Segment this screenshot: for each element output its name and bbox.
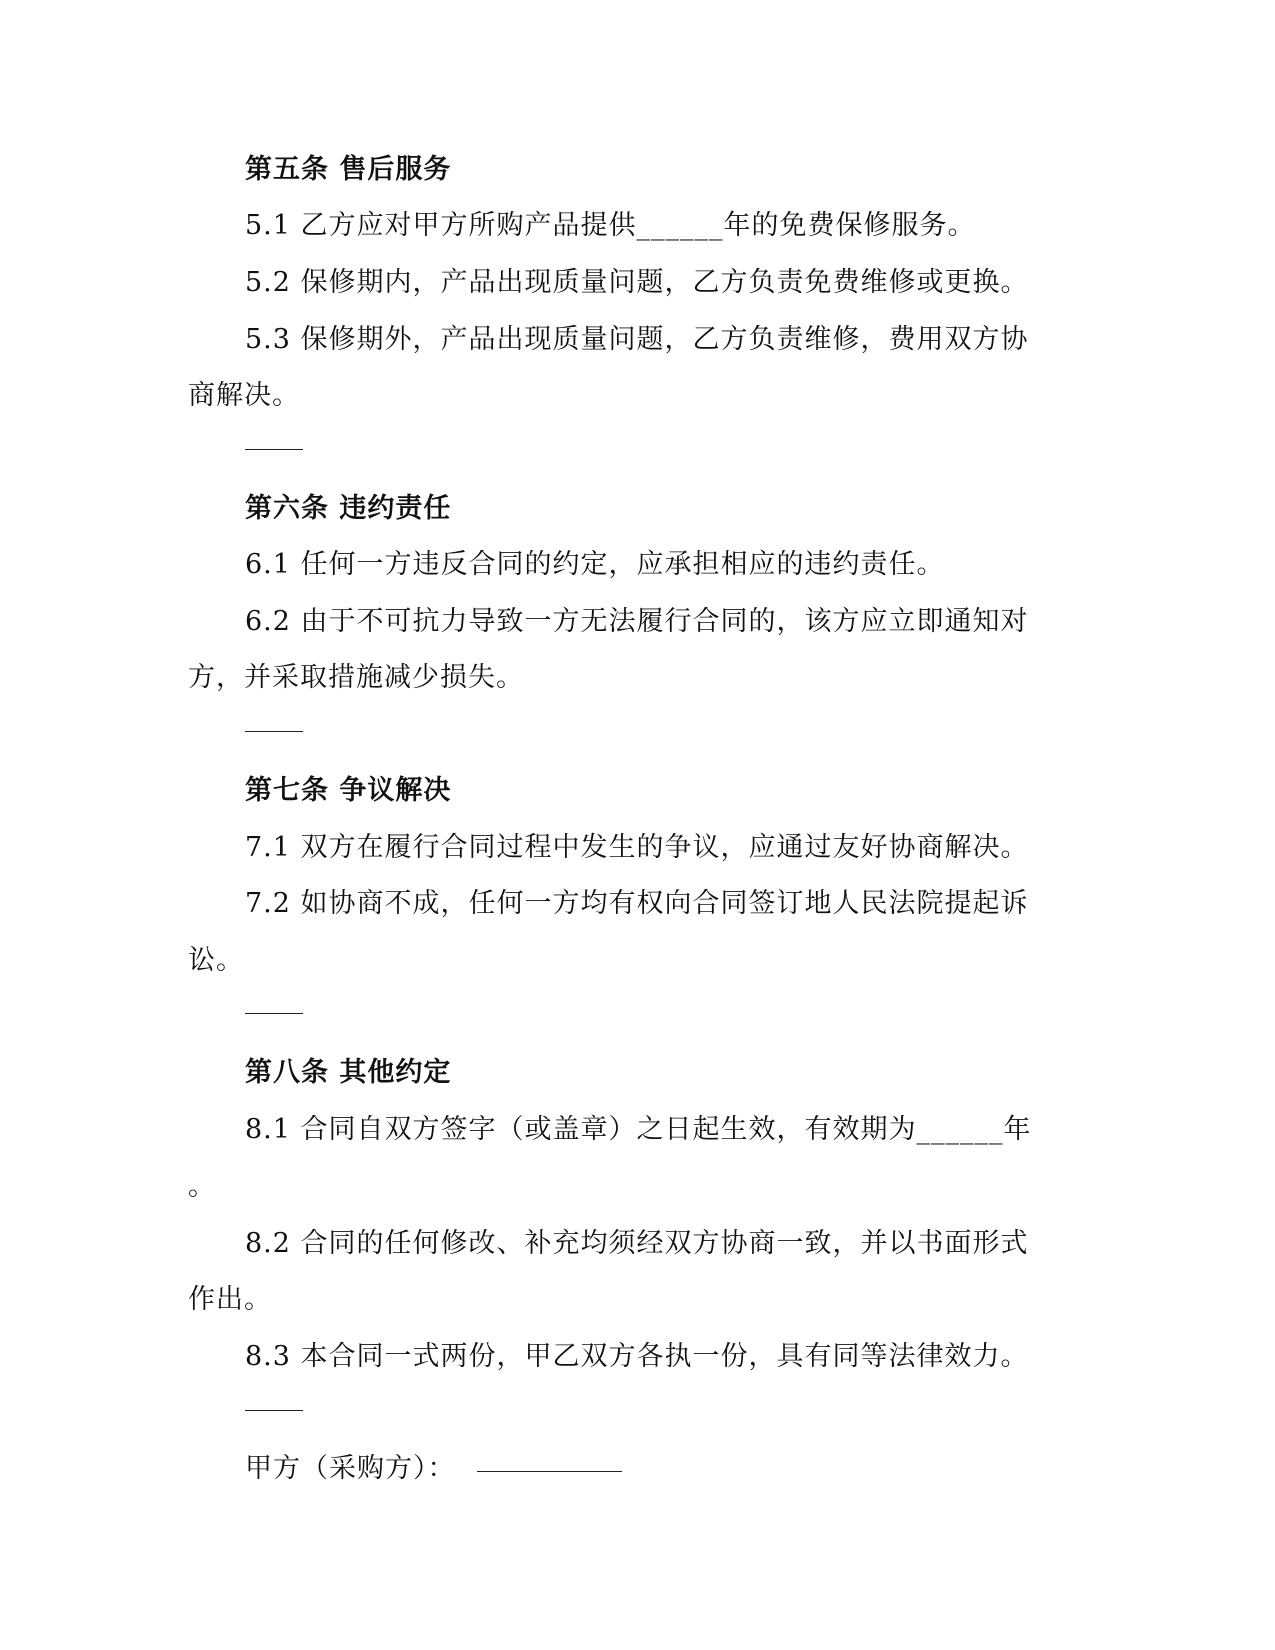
clause-8-2-line-1: 8.2 合同的任何修改、补充均须经双方协商一致，并以书面形式 xyxy=(245,1228,1029,1259)
clause-8-1-line-1: 8.1 合同自双方签字（或盖章）之日起生效，有效期为______年 xyxy=(245,1114,1032,1145)
clause-6-2-line-1: 6.2 由于不可抗力导致一方无法履行合同的，该方应立即通知对 xyxy=(245,606,1029,637)
article-8-heading: 第八条 其他约定 xyxy=(245,1057,452,1088)
clause-6-2-line-2: 方，并采取措施减少损失。 xyxy=(188,662,524,693)
article-7-heading: 第七条 争议解决 xyxy=(245,775,452,806)
clause-5-3-line-1: 5.3 保修期外，产品出现质量问题，乙方负责维修，费用双方协 xyxy=(245,324,1029,355)
clause-5-2: 5.2 保修期内，产品出现质量问题，乙方负责免费维修或更换。 xyxy=(245,267,1029,298)
clause-7-2-line-1: 7.2 如协商不成，任何一方均有权向合同签订地人民法院提起诉 xyxy=(245,888,1029,919)
article-6-heading: 第六条 违约责任 xyxy=(245,493,452,524)
clause-5-1: 5.1 乙方应对甲方所购产品提供______年的免费保修服务。 xyxy=(245,210,976,241)
article-5-heading: 第五条 售后服务 xyxy=(245,154,452,185)
party-a-signature-blank[interactable] xyxy=(477,1471,622,1472)
section-separator xyxy=(245,1013,303,1014)
section-separator xyxy=(245,449,303,450)
clause-6-1: 6.1 任何一方违反合同的约定，应承担相应的违约责任。 xyxy=(245,549,945,580)
clause-8-2-line-2: 作出。 xyxy=(188,1284,272,1315)
clause-7-1: 7.1 双方在履行合同过程中发生的争议，应通过友好协商解决。 xyxy=(245,832,1029,863)
party-a-label: 甲方（采购方）： xyxy=(245,1453,456,1484)
section-separator xyxy=(245,1410,303,1411)
clause-5-3-line-2: 商解决。 xyxy=(188,380,300,411)
section-separator xyxy=(245,731,303,732)
clause-7-2-line-2: 讼。 xyxy=(188,945,244,976)
clause-8-1-line-2: 。 xyxy=(188,1171,216,1202)
clause-8-3: 8.3 本合同一式两份，甲乙双方各执一份，具有同等法律效力。 xyxy=(245,1341,1029,1372)
